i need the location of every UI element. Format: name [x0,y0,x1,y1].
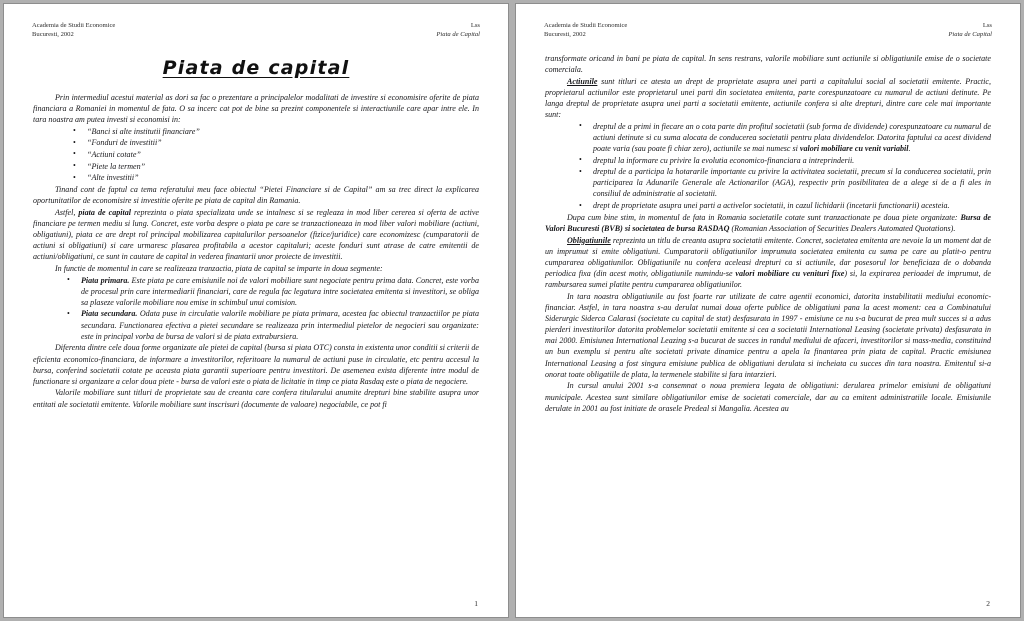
page-header [542,22,994,40]
header-subject: Piata de Capital [436,30,480,38]
definition-body: reprezinta o piata specializata unde se intalnesc si se regleaza in mod liber cererea si oferta de active financiare pe termen mediu si lung. Concret, este vorba despre o piata pe care se tranzactioneaza in mod liber valori mobiliare (actiuni, obligatiuni), piata ce are drept rol principal mobilizarea capitalurilor persoanelor (fizice/juridice) care economizesc (cumparatorii de actiuni si obligatiuni) si care urmaresc plasarea profitabila a acestor capitaluri; aceste fonduri sunt atrase de catre emitentii de actiuni/obligatiuni, ce sunt in cautare de capital in vederea finantarii unor proiecte de investitii. [33,207,479,262]
markets-suffix: (Romanian Association of Securities Dealers Automated Quotations). [729,223,956,233]
header-subject: Piata de Capital [948,30,992,38]
bonds-text-end: ) si, la expirarea perioadei de imprumut, de rambursarea sumei platite pentru cumpararea obligatiunilor. [545,268,991,290]
definition-prefix: Astfel, [55,207,79,217]
document-page-1 [4,4,508,617]
markets-prefix: Dupa cum bine stim, in momentul de fata in Romania societatile cotate sunt tranzactionate pe doua piete organizate: [567,212,961,222]
page-2-body [542,53,994,414]
page-number: 2 [986,599,990,608]
header-author: Lss [982,22,992,29]
investment-options-list [33,126,479,184]
right-text-end: . [908,143,911,153]
paragraph-definition [33,207,479,263]
header-left [32,22,115,40]
right-text: dreptul de a primi in fiecare an o cota parte din profitul societatii (sub forma de dividende) corespunzatoare cu numarul de actiuni detinute si cu suma alocata de conducerea societatii pentru plata dividendelor. Datorita faptului ca acest dividend poate varia (sau poate fi chiar zero), actiunile se mai numesc si [593,121,991,153]
page-1-body [30,92,482,410]
right-term: valori mobiliare cu venit variabil [799,143,909,153]
right-text: dreptul la informare cu privire la evolutia economico-financiara a intreprinderii. [593,155,855,165]
page-number: 1 [474,599,478,608]
header-institution: Academia de Studii Economice [32,22,116,29]
paragraph-segments-intro: In functie de momentul in care se realizeaza tranzactia, piata de capital se imparte in doua segmente: [55,263,383,273]
header-city-year: Bucuresti, 2002 [544,30,586,38]
paragraph-bonds [545,235,991,291]
paragraph-scope: Tinand cont de faptul ca tema referatului meu face obiectul “Pietei Financiare si de Capital” am sa trec direct la explicarea oportunitatilor de economisire si investitie oferite pe piata de capital din Ramania. [33,184,479,206]
segment-term: Piata secundara. [81,309,138,319]
shares-term: Actiunile [567,76,598,86]
list-item: • “Banci si alte institutii financiare” [73,126,479,137]
list-item [67,308,479,341]
shares-text: sunt titluri ce atesta un drept de proprietate asupra unei parti a capitalului social al societatii emitente. Practic, proprietarul actiunilor este proprietarul unei parti din societatea emitenta, parte corespunzatoare cu numarul de actiuni detinute. Pe langa dreptul de proprietate asupra unei parti a societatii emitente, actiunile confera si alte drepturi, dintre care cele mai importante sunt: [545,76,991,119]
page-header [30,22,482,40]
bonds-text: reprezinta un titlu de creanta asupra societatii emitente. Concret, societatea emitenta are nevoie la un moment dat de un imprumut si emite obligatiuni. Cumparatorii obligatiunilor imprumuta societatea emitenta cu suma pe care au platit-o pentru cumpararea obligatiunilor. Obligatiunile nu confera aceleasi drepturi ca si actiunile, dar posesorul lor beneficiaza de o dobanda periodica fixa (din acest motiv, obligatiunile numindu-se [545,235,991,278]
bonds-term: Obligatiunile [567,235,611,245]
segment-term: Piata primara. [81,275,130,285]
header-right [436,22,480,40]
list-item [67,275,479,308]
header-institution: Academia de Studii Economice [544,22,628,29]
document-page-2 [516,4,1020,617]
list-item [579,200,991,211]
segment-text: Odata puse in circulatie valorile mobiliare pe piata primara, acestea fac obiectul tranzactiilor pe piata secundara. Functionarea efectiva a pietei secundare se realizeaza prin intermediul pietelor de negocieri sau organizate: este in principal vorba de bursa de valori si de piata extrabursiera. [81,309,479,341]
paragraph-shares [545,76,991,121]
paragraph-intro: Prin intermediul acestui material as dori sa fac o prezentare a principalelor modalitati de investire si economisire oferite de piata financiara a Romaniei in momentul de fata. O sa incerc cat pot de bine sa prezint componentele si interactiunile care apar intre ele. In tara noastra am putea investi si economisi in: [33,92,479,125]
list-item [579,155,991,166]
paragraph-securities: Valorile mobiliare sunt titluri de proprietate sau de creanta care confera titularului anumite drepturi bine stabilite asupra unor entitati ale societatii emitente. Valorile mobiliare sunt inscrisuri (documente de valoare) negociabile, ce pot fi [33,388,479,409]
header-author: Lss [470,22,480,29]
paragraph-continued: transformate oricand in bani pe piata de capital. In sens restrans, valorile mobiliare sunt actiunile si obligatiunile emise de o societate comerciala. [545,53,991,74]
page-title: Piata de capital [162,56,350,79]
market-segments-list [33,275,479,342]
list-item [579,121,991,154]
shareholder-rights-list [545,121,991,212]
right-text: dreptul de a participa la hotararile importante cu privire la activitatea societatii, precum si la conducerea societatii, prin participarea la Adunarile Generale ale Actionarilor (AGA), respectiv prin posibilitatea de a alege si de a fi ales in consiliul de administratie al societatii. [593,167,991,199]
list-item [579,166,991,199]
paragraph-municipal-bonds: In cursul anului 2001 s-a consemnat o noua premiera legata de obligatiuni: derularea primelor emisiuni de obligatiuni municipale. Acestea sunt similare obligatiunilor emise de societati comerciale, dar au ca emitent administratiile locale. Emisiunile derulate in 2001 au fost initiate de orasele Predeal si Mangalia. Acestea au [545,381,991,413]
header-right [948,22,992,40]
list-item: • “Alte investitii” [73,172,479,183]
right-text: drept de proprietate asupra unei parti a activelor societatii, in cazul lichidarii (incetarii functionarii) acesteia. [593,201,950,211]
paragraph-markets [545,212,991,234]
list-item: • “Actiuni cotate” [73,149,479,160]
list-item: • “Fonduri de investitii” [73,137,479,148]
bonds-term-2: valori mobiliare cu venituri fixe [735,268,845,278]
paragraph-difference: Diferenta dintre cele doua forme organizate ale pietei de capital (bursa si piata OTC) consta in existenta unor conditii si criterii de eficienta economico-financiara, de informare a investitorilor, referitoare la numarul de actiuni puse in circulatie, etc pentru accesul la bursa, conferind societatii cotate pe aceasta piata garantii superioare pentru investitori. De asemenea exista diferente intre modul de functionare si organizare a celor doua piete - bursa de valori este o piata de licitatie in timp ce piata Rasdaq este o piata de negociere. [33,343,479,386]
header-city-year: Bucuresti, 2002 [32,30,74,38]
definition-term: piata de capital [78,207,131,217]
list-item: • “Piete la termen” [73,161,479,172]
header-left [544,22,627,40]
paragraph-bond-history: In tara noastra obligatiunile au fost foarte rar utilizate de catre agentii economici, datorita instabilitatii mediului economic-financiar. Astfel, in tara noastra s-au derulat numai doua oferte publice de obligatiuni pana la acest moment: cea a Combinatului Siderurgic Siderca Calarasi (societate cu capital de stat) desfasurata in 1997 - emisiune ce nu s-a bucurat de prea mult succes si a adus pierderi investitorilor datorita problemelor societatii emitente si cea a societatii International Leasing (societate privata) desfasurata in mai 2000. Emisiunea International Leazing s-a bucurat de succes in randul mediului de afaceri, investitorilor si mass-media, constituind un bun exemplu si pentru alte societati private dinamice pentru a apela la finantarea prin piata de capital. Practic emisiunea International Leasing a fost singura emisiune publica de obligatiuni derulata si incheiata cu succes din tara noastra. Emitentul si-a onorat toate obligatiile de plata, la termenele stabilite si fara intarzieri. [545,291,991,379]
markets-term: Bursa de Valori Bucuresti (BVB) si societatea de bursa RASDAQ [545,212,991,233]
segment-text: Este piata pe care emisiunile noi de valori mobiliare sunt negociate pentru prima data. Concret, este vorba de procesul prin care intermediarii financiari, care de regula fac legatura intre societatea emitenta si investitori, se obliga sa plaseze valorile mobiliare nou emise in schimbul unui comision. [81,275,479,307]
